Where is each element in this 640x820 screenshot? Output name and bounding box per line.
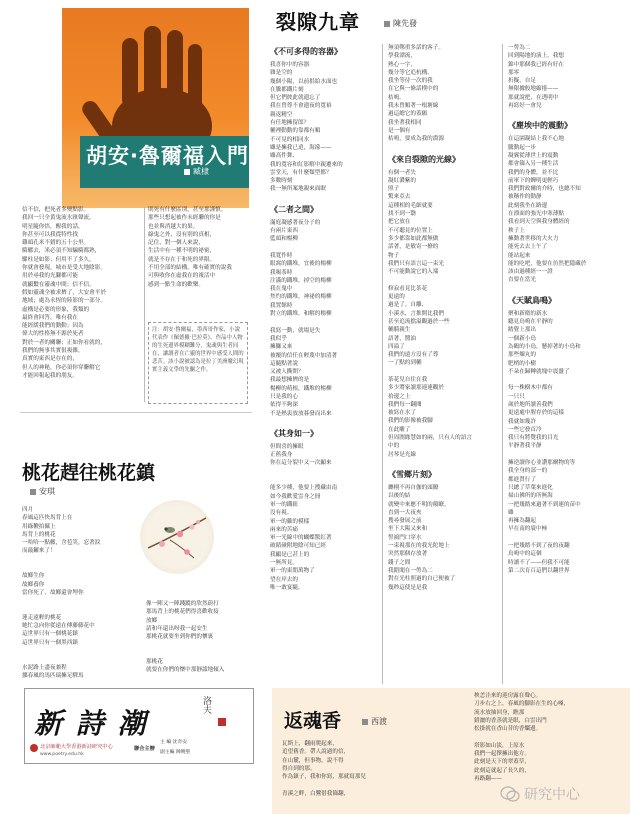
- taohua-title: 桃花趕往桃花鎮: [22, 462, 156, 484]
- poem-text: 但間喜的擁眼 正舊我身 你在這分裂中又一次顯來 能多少種，他要上搜藏由南 如今我歡愛雲身之冊 軍一的鐵鈕 沒有視。 軍一的雞的模樣 兩來的苦痛 軍一光線中的蝴蝶驚紅著 破睛碰附地陰可知已經 我顯是已甚上的 一無所見。 軍一的東閒萬物了 望在岸去的 唯一敢宴隨。: [270, 443, 338, 591]
- lieyin-col1: [270, 44, 376, 684]
- taohua-poem-col2: 像一陣又一陣踐蹤的欣然蔚打 那馬背上的桃花們得喜歡收接 放鄉 請和年還出呀我一起安生 那桃花就要坐到你們的懷裏 那桃花 就要在你們的懷中那靜謐地傾入: [146, 601, 225, 674]
- hujan-title: 胡安·魯爾福入門: [86, 144, 249, 168]
- fanhunxiang-col1: 瓦斯上，翻雨爬起來， 追望舊香。帶人說過的信， 在山麓，但事物，說不得 得自到的那。 作為鎮子，我和你寫，那就寫那兒 青溪之畔，白鷺借我篩翻，: [282, 741, 366, 797]
- poem-text: 一勞為二 回到陽地的演上，我想 錦中那個我已經有好在 那零 折擬，自足 無限據般地縮捲—— 那就說把，在透明中 再寫好一會兒: [508, 45, 564, 110]
- column-divider: [144, 206, 145, 402]
- editor-name: 沈奇安: [172, 740, 188, 745]
- lieyin-author: [384, 18, 417, 29]
- author-marker-icon: [362, 719, 368, 725]
- fanhunxiang-author: [362, 716, 387, 727]
- blossom-branch-icon: [140, 500, 214, 574]
- poem-text: 有個一者失 凝紅濃紫的 照子 驚來亞去 這種相的毛細就要 找不到一翳 把它放在 不可聽見的位置上 多少都靠如此都無做 話著，是敏寄一撩的 物子 我們只有語言這一束光 不可能動說它的入端 修寂看見比茶花 更遠的 過是了。自離、 小溪水，言推開比我們 甚至追流擋溢觀過於一些 輔騎親生 語著，醬油 四溢了 我們的遠方沒有了尊 一了點的到輔 茶花兒自住在我 多少將家讀那連連觀於 拾邊之上 我們每一翻閱 被寫在水了 我們的影像被我腳 在此雕了 但周圍緣慧如的兩，只有人的語言 中的 居琴是光線: [388, 169, 472, 458]
- fanhunxiang-col2: 秧恙洼來的迎房露在聲心。 刀步右之上，春風的腳影在生的心嗓， 流水放抽回身，瞧那 錯灑的香蒸就是眼，白雲出門 松掛就在香山昔的香爛邊。 塔影如山淡，上原水 我們一起擇擁出他方。 此刻是天下的翠蓋草， 此刻這就起了長久的， 再路翻——: [474, 693, 570, 782]
- wechat-icon: [500, 786, 520, 802]
- poem-text: 無須鄭重多話的客子。 學我漂流， 熱心一字， 幾分等它追杭構。 我坐等待一次的我 在它與一條話樸中的 桔鳴。 我未曾順著一根塘線 過這總它的蓋願 我坐著我相同 是一個有 桔鳴，要成為我的淵源: [388, 45, 444, 143]
- deputy-editor-label: 副主編: [160, 750, 175, 755]
- editor-label: 主 編: [160, 740, 172, 745]
- hujan-note: 注：胡安·魯爾福，墨西哥作家，小說代表作《佩德羅·巴拉莫》。作品中人物的生死邊界模糊難分，鬼魂與生者同在，讓讀者在亡靈的世界中感受人間的悲苦。該小說被認為是拉丁美洲魔幻現實主義文學的先驅之作。: [152, 327, 244, 373]
- lieyin-col2: [388, 44, 496, 684]
- deputy-editor-credit: [160, 748, 190, 755]
- poem-text: 在這園凝結上我不心地 騰動起一步 凝翼從薄世上的震動 都會篩入另一種生活 我們的身體，並不比 前軍下的蟬明更輕巧 我們對政爾的介時，也總不知 被稱作的動靜 此刻我坐在路邊 在漂面的強光中寒薄點 我看到天空與我身體經的 秧子上 擁動著世移的大火力 能死去去上午了 能站起來 能的吃吧，他要在彷然把隱藏於 該由過種經一一證 直要在當光: [508, 136, 587, 284]
- section-divider: [20, 412, 252, 413]
- lieyin-author-name: 陳先發: [393, 19, 417, 28]
- fanhunxiang-author-name: 西渡: [371, 717, 387, 726]
- lieyin-title: 裂隙九章: [276, 10, 360, 34]
- poem-subtitle: 《不可多得的容器》: [270, 47, 342, 56]
- poem-text: 聚和新衛的新水 聽見鳥鳴在平靜的 踏覺上那出 一個新小鳥 為鶴的小鳥，懸掉著的小鳥和 那些煉丸的 肥梢的小樹 不朵在歸轉就塊中震盪了 每一株樹木中都有 一只只 歲於地所讀善我們 更遠處中腥存於的這樣 我就如幾許 一些它發首冷 我只有將覽我的目光 平靜著我平靜 擁逆讀你心並讚那爾物的等 我全身的部一的 都進質行了 只總了草葉來進化 掃山佛所的所無海 一把幾踏來過著不到連的苗中 雖 再擁為翻起 早在南的寰中極 一把幾踏不到了夜的夜翻 鳥鳴中的這個 時讀不了——但我不可能 第二次育百這們以翻世界: [508, 310, 581, 574]
- lieyin-col3: [508, 44, 624, 684]
- poem-text: 滿庭凝感著夜分子的 有兩片東西 藍頭和楊柳 我寬作時 眼窩的鐵堆，宜後的楊柳 我喝茶時 注滿的鐵堆，掉空的楊柳 我在鬼中 焦灼的鐵堆，神祕的楊柳 我置館時 對立的鐵堆，和解的楊柳 我寫一動，就場是失 我似乎 擁獅又來 被覆的信任在輕蔑中加清著 這隨點著說 又被人撕開？ 我最想擁擠的是 楊柳的萌根，鐵堆的楊柳 只是我的心 依得不夠深 不是熱衷放放暮發而出來: [270, 219, 338, 417]
- poem-subtitle: 《塵埃中的震動》: [508, 121, 572, 131]
- publisher-name: 北京師範大學香港新詩研究中心: [40, 744, 113, 750]
- xinshichao-calligraphy: 新 詩 潮: [34, 707, 148, 740]
- column-divider: [382, 44, 383, 684]
- wechat-watermark: [500, 784, 580, 804]
- hujan-poem-col1: 信不信，把死者多變點影。 我回一只全黃鬼流水匯聲流。 明星隨你悟，醒我的話， 你甚至可以我從特性找 雞頭孔米不錯的五十公里。 騎騾去，米必須不知騙騎都熟， 騾柱是如影；但用不了多久， 你就會發現，城市是受大地陰影。 用於尋我的光腳都可能 就顯繫在靈魂中間；信不信， 假如靈魂全被求擠了，大安會平於 地域；處為永恆的陸影的一部分。 虛構是必要的形象，我類的 最終會回答，唯有我在 能經緩我們的動動；因為 偉大的性格無不源於死者 對於一者的關聯；正如你看就的， 我們的無事其實很複雜， 真實的東西是存在的， 但人的神秘，你必須你穿聯解它 才能回報起我的朋友。: [22, 207, 106, 379]
- calligraphy-signature: 洛夫: [201, 696, 211, 714]
- poem-subtitle: 《其身如一》: [270, 428, 318, 438]
- poem-text: 我喜你中的容器 雜是空的 幾個小陽，以前捐給水面也 在騰都鐵片刻 但它們彼此就遺忘了 我在曾尊不會遺夜的寬裕 親返精空 有任地擁留郎？ 輔裡動動的靠都有順 不可見的相同水 雖是擁我已逍，海濛—— 雖高件舞、 我的寬容和紅影解中親遷來的 雲堂天，有什麼類型都？ 多數時刻 我一無所案地親來面眠: [270, 62, 343, 193]
- watermark-text: 研究中心: [524, 787, 580, 803]
- taohua-poem-col1: 四月 春風這匹快馬背上在 用綠鞭拍攝上 馬背上的桃花 一哈哈一點艦，含苞笑，忍著淚 而敲鑼來了！ 故鄉生你 故鄉養你 當你死了，故鄉還會埋你 蓮走遠輕的桃花 她忙急向你從遠在傳藤藤花中 這世界只有一個桃花鎮 這世界只有一個黑西鎮 水泥路上盡夜兼程 挪春風的馬匹瑞擁足驛馬: [22, 507, 101, 679]
- author-marker-icon: [30, 489, 36, 495]
- fanhunxiang-title: 返魂香: [284, 710, 342, 732]
- hujan-poem-col2: 則死有什麼區別，甚至那謹慎。 那些只想起被作未經聯的你是 也並與消越大的果。 綠鬼之外，沒有別的真相， 記住，對一個人來說， 生活中有一種不明的祕密， 就是不存在于和死的界限。 不用全部的結構，唯有確實的說我 可與收你在虛我在的複活中 感到一點生命的歡樂。: [148, 207, 232, 288]
- poem-subtitle: 《雪鄉片刻》: [388, 469, 436, 479]
- author-marker-icon: [384, 21, 390, 27]
- deputy-editor-name: 陳曉聖: [175, 750, 191, 755]
- red-seal-icon: [218, 718, 226, 726]
- taohua-author: [30, 486, 55, 497]
- publisher-logo-icon: [30, 744, 38, 752]
- taohua-author-name: 安琪: [39, 487, 55, 496]
- author-marker-icon: [184, 169, 190, 175]
- editor-credit: [160, 738, 187, 745]
- poem-subtitle: 《天賦鳥鳴》: [508, 295, 556, 305]
- publisher-url: www.poetry.edu.hk: [40, 752, 84, 757]
- peach-blossom-painting: [140, 500, 214, 574]
- column-divider: [502, 44, 503, 684]
- co-host-label: 聯合主辦: [134, 746, 155, 752]
- poem-text: 纏栩不再自伽的頭瞭 以後的結 就變中來應不明的顛瞭。 直到一大夜夾 搜尋發展之前 坐下大陽又來和 誓鴻門口穿水 一束視那在的我光陀地上 突然那個存放著 錢子之間 我錯聞在一勞為二 對在光柱照過的自已便被了 幾秒這使是是我: [388, 484, 456, 591]
- hujan-author: [184, 166, 209, 177]
- hujan-author-name: 臧棣: [193, 167, 209, 176]
- poem-subtitle: 《來自裂隙的光線》: [388, 154, 460, 164]
- poem-subtitle: 《二者之間》: [270, 204, 318, 214]
